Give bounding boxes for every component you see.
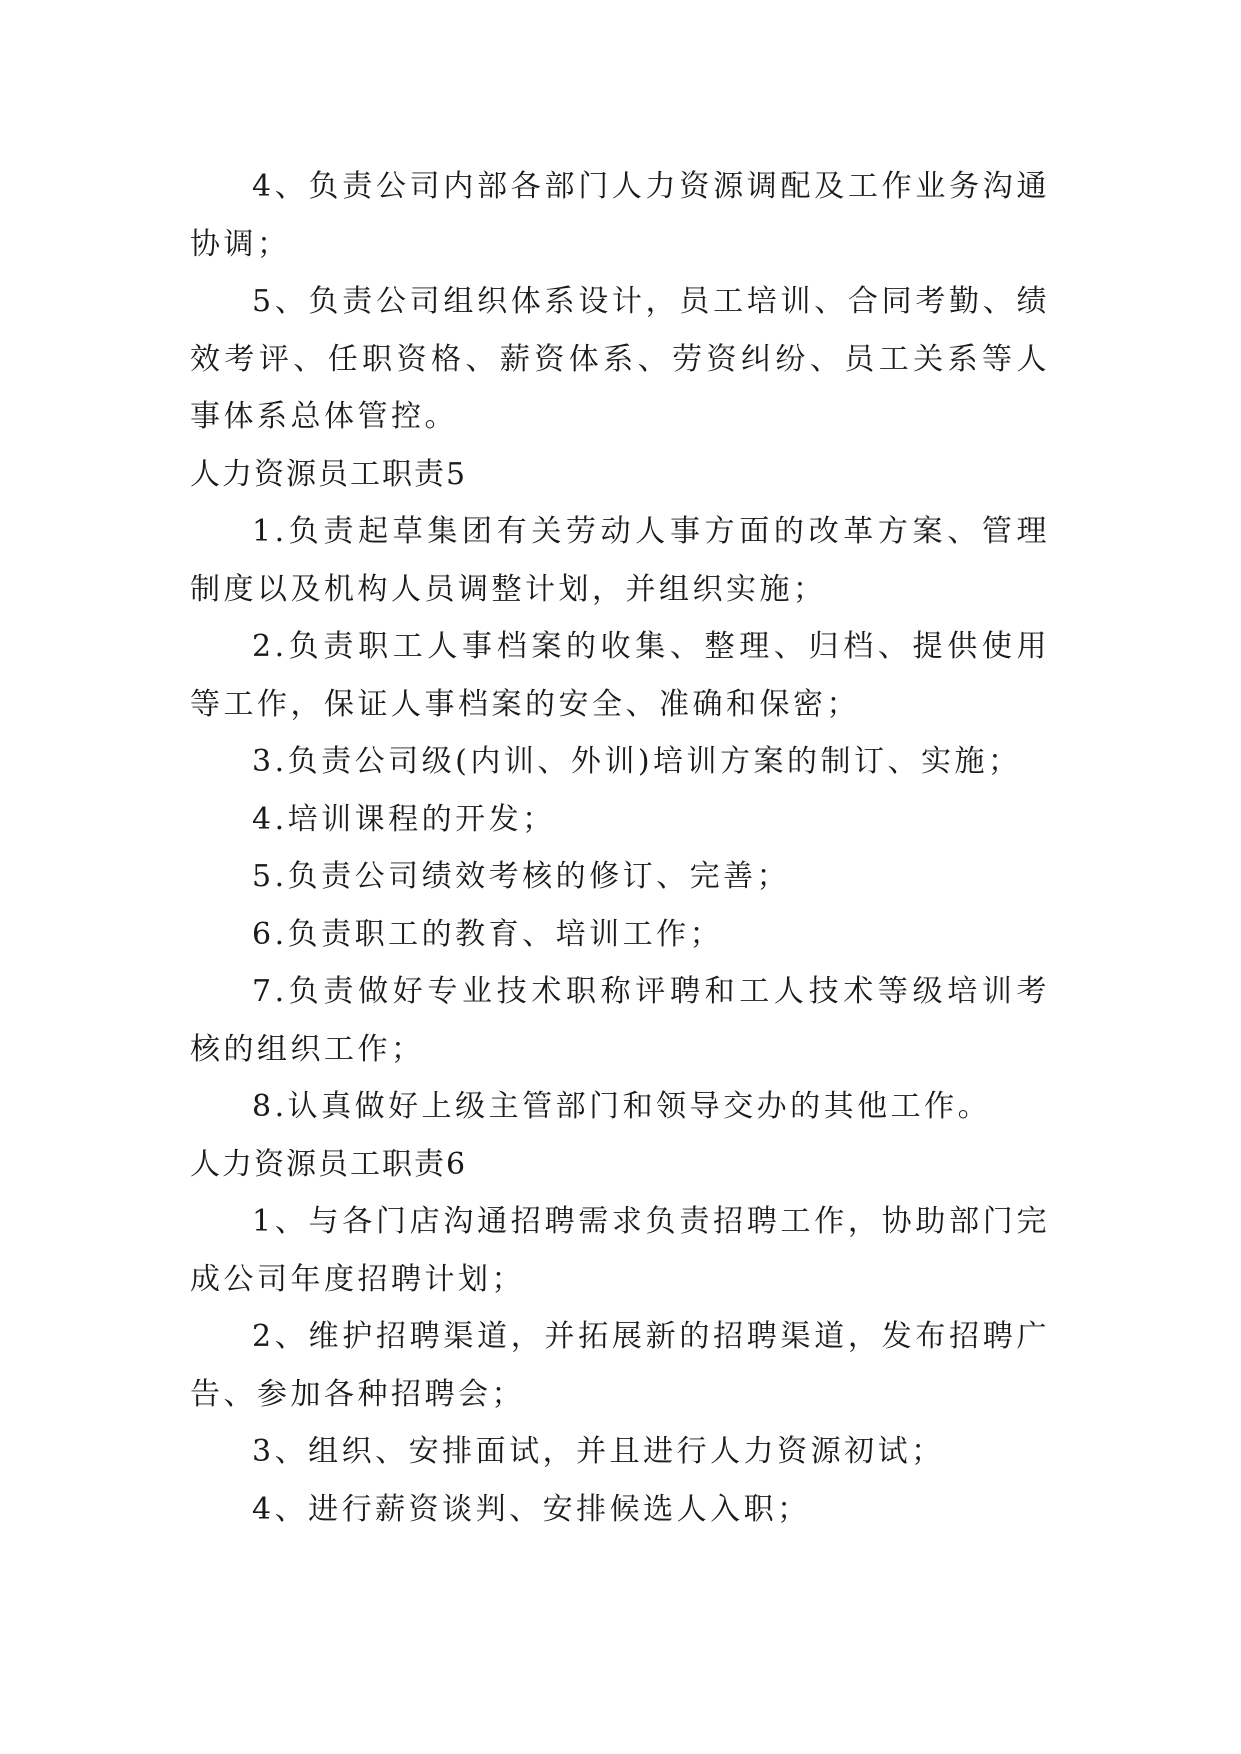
paragraph: 7.负责做好专业技术职称评聘和工人技术等级培训考核的组织工作； (190, 974, 1050, 1067)
paragraph: 4、进行薪资谈判、安排候选人入职； (252, 1491, 811, 1527)
paragraph: 1.负责起草集团有关劳动人事方面的改革方案、管理制度以及机构人员调整计划，并组织实施； (190, 514, 1050, 607)
paragraph: 1、与各门店沟通招聘需求负责招聘工作，协助部门完成公司年度招聘计划； (190, 1204, 1050, 1297)
paragraph: 2.负责职工人事档案的收集、整理、归档、提供使用等工作，保证人事档案的安全、准确和保密； (190, 629, 1050, 722)
paragraph: 3、组织、安排面试，并且进行人力资源初试； (252, 1434, 945, 1469)
section-heading: 人力资源员工职责5 (190, 456, 468, 492)
section-heading: 人力资源员工职责6 (190, 1146, 468, 1182)
paragraph: 3.负责公司级(内训、外训)培训方案的制订、实施； (252, 744, 1022, 779)
paragraph: 6.负责职工的教育、培训工作； (252, 916, 724, 952)
paragraph: 2、维护招聘渠道，并拓展新的招聘渠道，发布招聘广告、参加各种招聘会； (190, 1319, 1050, 1412)
paragraph: 5.负责公司绩效考核的修订、完善； (252, 859, 791, 894)
document-body (190, 158, 1050, 1538)
paragraph: 5、负责公司组织体系设计，员工培训、合同考勤、绩效考评、任职资格、薪资体系、劳资纠纷、员工关系等人事体系总体管控。 (190, 284, 1050, 434)
paragraph: 4、负责公司内部各部门人力资源调配及工作业务沟通协调； (190, 169, 1050, 262)
paragraph: 8.认真做好上级主管部门和领导交办的其他工作。 (252, 1089, 992, 1124)
paragraph: 4.培训课程的开发； (252, 801, 556, 837)
